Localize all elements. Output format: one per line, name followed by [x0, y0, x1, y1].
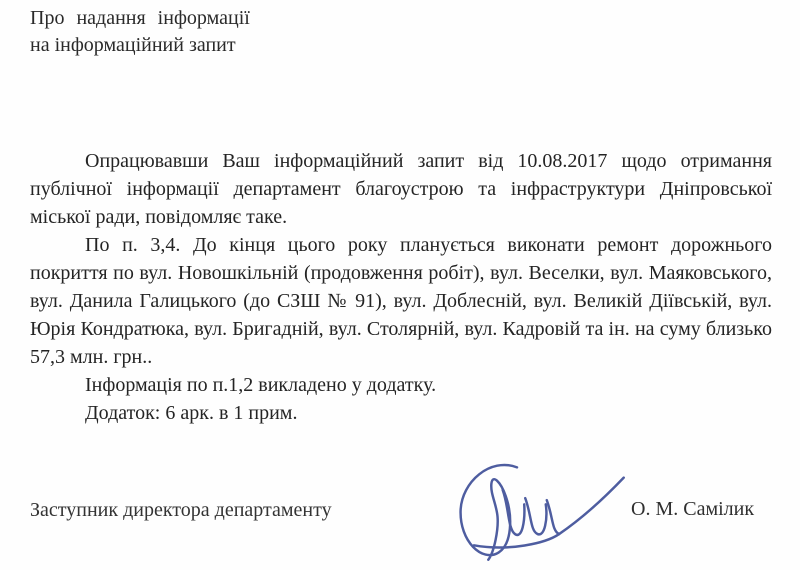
paragraph-appendix-note: Інформація по п.1,2 викладено у додатку. — [85, 374, 437, 396]
subject-line-2: на інформаційний запит — [30, 34, 236, 56]
handwritten-signature — [443, 453, 628, 570]
signature-lll-stroke — [503, 490, 559, 535]
letter-body — [30, 147, 772, 427]
paragraph-appendix: Додаток: 6 арк. в 1 прим. — [85, 402, 298, 424]
paragraph-roadworks: По п. 3,4. До кінця цього року планується виконати ремонт дорожнього покриття по вул. Новошкільній (продовження робіт), вул. Веселки, вул. Маяковського, вул. Данила Галицького (до СЗШ № 91), вул. Доблесній, вул. Великій Діївській, вул. Юрія Кондратюка, вул. Бригадній, вул. Столярній, вул. Кадровій та ін. на суму близько 57,3 млн. грн.. — [30, 234, 772, 368]
subject-block — [30, 5, 250, 59]
subject-line-1: Про надання інформації — [30, 7, 250, 29]
signer-title: Заступник директора департаменту — [30, 499, 332, 521]
signer-name: О. М. Самілик — [631, 498, 755, 520]
paragraph-intro: Опрацювавши Ваш інформаційний запит від 10.08.2017 щодо отримання публічної інформації департамент благоустрою та інфраструктури Дніпровської міської ради, повідомляє таке. — [30, 150, 772, 228]
